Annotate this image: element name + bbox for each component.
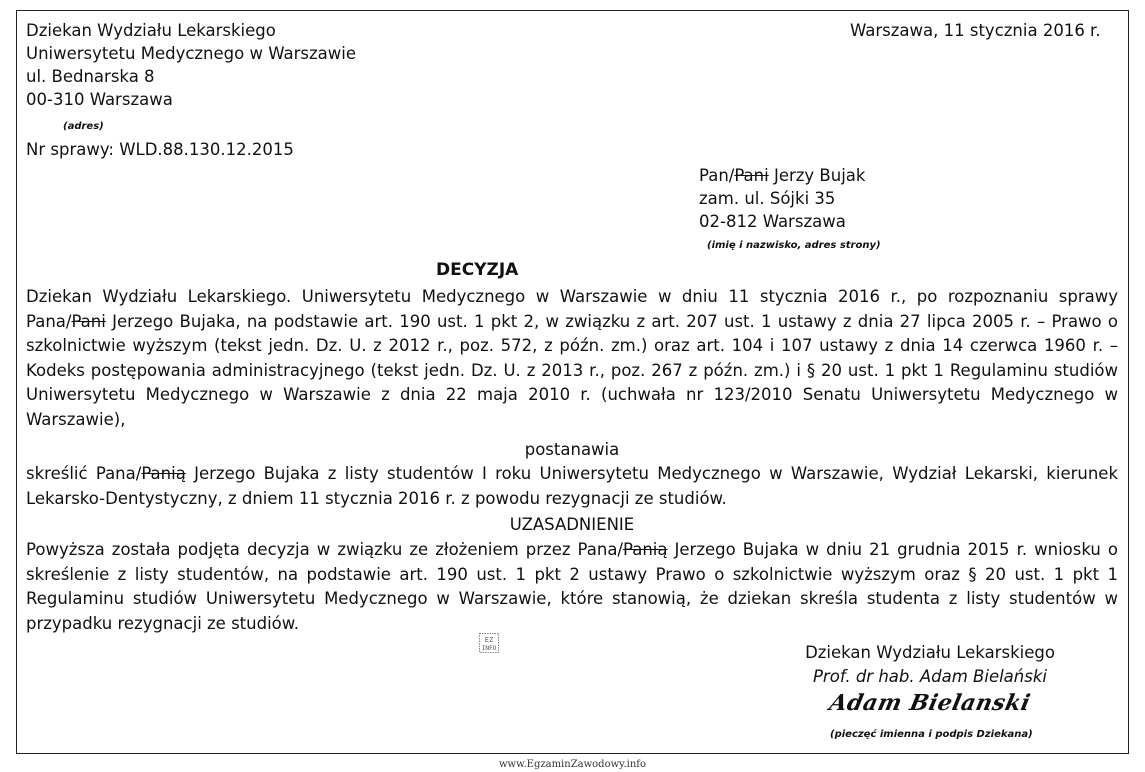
sender-line-2: Uniwersytetu Medycznego w Warszawie	[26, 44, 356, 63]
sender-line-1: Dziekan Wydziału Lekarskiego	[26, 21, 276, 40]
recipient-street: zam. ul. Sójki 35	[699, 189, 836, 208]
svg-text:EZ: EZ	[484, 636, 494, 644]
watermark-logo	[479, 633, 499, 653]
handwritten-signature: Adam Bielanski	[827, 690, 1033, 716]
recipient-note: (imię i nazwisko, adres strony)	[707, 240, 881, 251]
case-number: Nr sprawy: WLD.88.130.12.2015	[26, 140, 294, 159]
signature-name: Prof. dr hab. Adam Bielański	[812, 667, 1047, 686]
decides-label: postanawia	[524, 440, 620, 459]
sender-line-3: ul. Bednarska 8	[26, 67, 155, 86]
signature-title: Dziekan Wydziału Lekarskiego	[805, 643, 1055, 662]
decision-paragraph-1: Dziekan Wydziału Lekarskiego. Uniwersytetu Medycznego w Warszawie w dniu 11 stycznia 2016 r., po rozpoznaniu sprawy Pana/Pani Jerzego Bujaka, na podstawie art. 190 ust. 1 pkt 2, w związku z art. 207 ust. 1 ustawy z dnia 27 lipca 2005 r. – Prawo o szkolnictwie wyższym (tekst jedn. Dz. U. z 2012 r., poz. 572, z późn. zm.) oraz art. 104 i 107 ustawy z dnia 14 czerwca 1960 r. – Kodeks postępowania administracyjnego (tekst jedn. Dz. U. z 2013 r., poz. 267 z późn. zm.) i § 20 ust. 1 pkt 1 Regulaminu studiów Uniwersytetu Medycznego w Warszawie z dnia 22 maja 2010 r. (uchwała nr 123/2010 Senatu Uniwersytetu Medycznego w Warszawie),	[26, 287, 1118, 429]
recipient-city: 02-812 Warszawa	[699, 212, 846, 231]
signature-block	[780, 641, 1080, 715]
justification-heading: UZASADNIENIE	[509, 515, 635, 534]
decision-paragraph-2: skreślić Pana/Panią Jerzego Bujaka z listy studentów I roku Uniwersytetu Medycznego w Warszawie, Wydział Lekarski, kierunek Lekarsko-Dentystyczny, z dniem 11 stycznia 2016 r. z powodu rezygnacji ze studiów.	[26, 464, 1119, 508]
sender-line-4: 00-310 Warszawa	[26, 90, 173, 109]
recipient-block	[699, 164, 865, 233]
sender-block	[26, 19, 356, 111]
justification-paragraph: Powyższa została podjęta decyzja w związku ze złożeniem przez Pana/Panią Jerzego Bujaka w dniu 21 grudnia 2015 r. wniosku o skreślenie z listy studentów, na podstawie art. 190 ust. 1 pkt 2 ustawy Prawo o szkolnictwie wyższym oraz § 20 ust. 1 pkt 1 Regulaminu studiów Uniwersytetu Medycznego w Warszawie, które stanowią, że dziekan skreśla studenta z listy studentów w przypadku rezygnacji ze studiów.	[26, 540, 1118, 633]
signature-note: (pieczęć imienna i podpis Dziekana)	[830, 729, 1033, 740]
date-place: Warszawa, 11 stycznia 2016 r.	[850, 21, 1101, 40]
decision-heading: DECYZJA	[436, 260, 519, 280]
recipient-name: Pan/Pani Jerzy Bujak	[699, 166, 866, 185]
svg-text:INFO: INFO	[481, 645, 497, 652]
footer-url: www.EgzaminZawodowy.info	[498, 759, 647, 770]
address-note: (adres)	[63, 121, 104, 132]
